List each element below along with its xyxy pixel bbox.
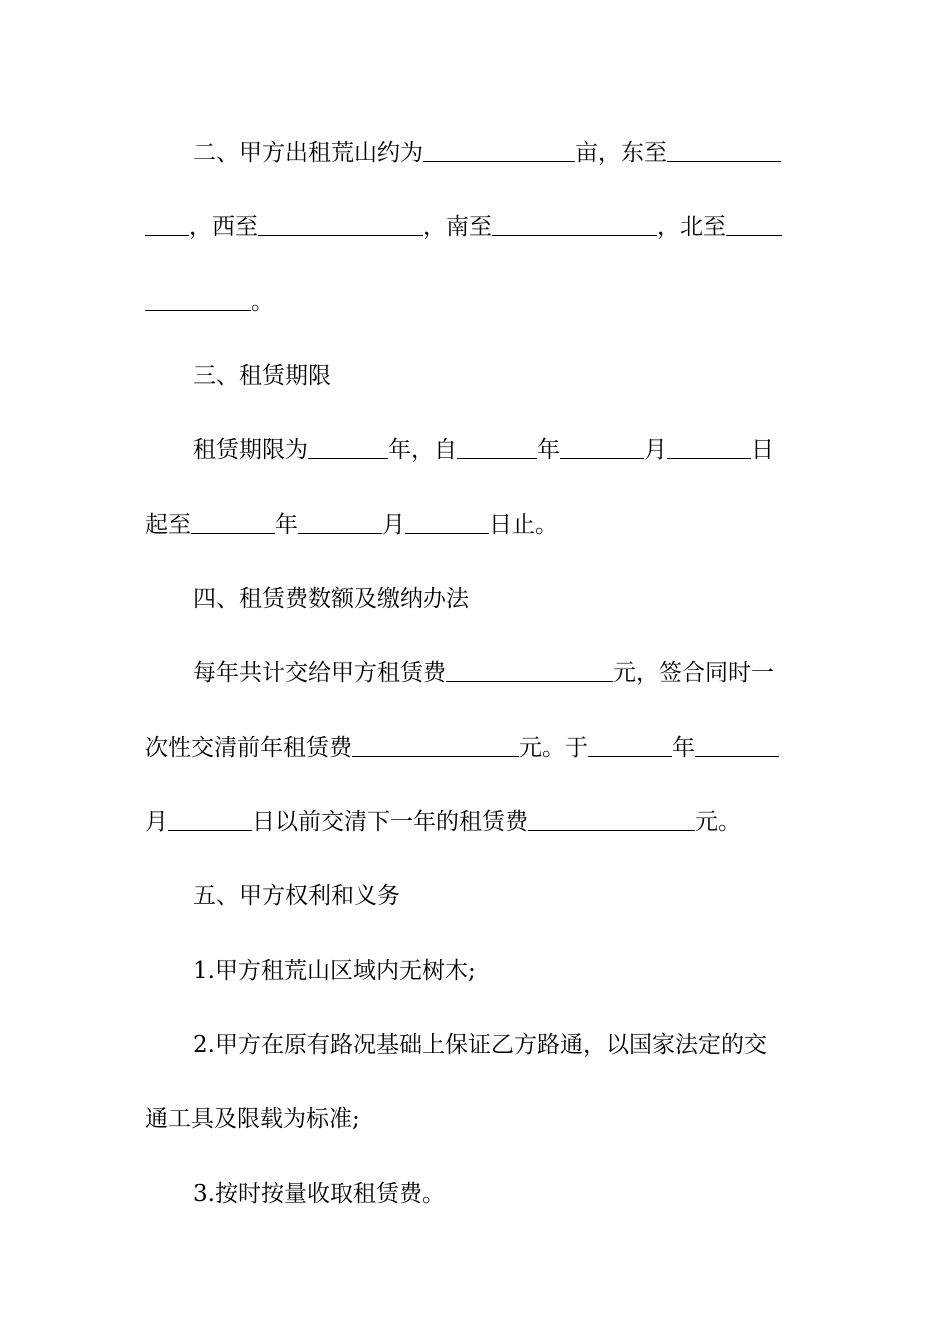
section-3-title: 三、租赁期限 xyxy=(193,363,331,389)
clause-2-text: 二、甲方出租荒山约为 xyxy=(193,140,423,166)
end-month-blank[interactable] xyxy=(298,511,382,534)
until-text: 起至 xyxy=(145,512,191,538)
annual-fee-text: 每年共计交给甲方租赁费 xyxy=(193,660,446,686)
north-boundary-blank[interactable] xyxy=(726,213,782,236)
month-text: 月 xyxy=(644,437,667,463)
due-year-blank[interactable] xyxy=(588,734,672,757)
fee-line-1 xyxy=(145,658,853,688)
item-3-text: 3.按时按量收取租赁费。 xyxy=(193,1181,445,1207)
fee-sign-text: 元，签合同时一 xyxy=(613,660,774,686)
item-1 xyxy=(145,956,853,986)
clause-2-line-2 xyxy=(145,212,805,242)
fee-line-3 xyxy=(145,807,805,837)
mu-unit-text: 亩，东至 xyxy=(575,140,667,166)
due-day-blank[interactable] xyxy=(168,808,252,831)
lease-term-line-2 xyxy=(145,510,805,540)
end-year-text: 年 xyxy=(275,512,298,538)
section-4-heading xyxy=(145,584,853,614)
item-2-line-2 xyxy=(145,1104,805,1134)
item-1-text: 1.甲方租荒山区域内无树木; xyxy=(193,958,476,984)
south-boundary-blank[interactable] xyxy=(492,213,657,236)
end-month-text: 月 xyxy=(382,512,405,538)
north-boundary-blank-cont[interactable] xyxy=(145,288,251,311)
end-day-blank[interactable] xyxy=(405,511,489,534)
item-2-text: 2.甲方在原有路况基础上保证乙方路通，以国家法定的交 xyxy=(193,1032,767,1058)
due-month-blank[interactable] xyxy=(695,734,779,757)
start-year-blank[interactable] xyxy=(457,436,537,459)
start-month-blank[interactable] xyxy=(560,436,644,459)
area-blank[interactable] xyxy=(423,139,575,162)
due-month-text: 月 xyxy=(145,809,168,835)
prepay-amount-blank[interactable] xyxy=(352,734,519,757)
item-2-text-cont: 通工具及限载为标准; xyxy=(145,1106,360,1132)
annual-fee-blank[interactable] xyxy=(446,659,613,682)
day-text: 日 xyxy=(751,437,774,463)
yuan-end-text: 元。 xyxy=(695,809,741,835)
year-text: 年 xyxy=(537,437,560,463)
lease-term-line-1 xyxy=(145,435,853,465)
yuan-yu-text: 元。于 xyxy=(519,735,588,761)
clause-2-line-3 xyxy=(145,287,805,317)
year-from-text: 年，自 xyxy=(388,437,457,463)
section-4-title: 四、租赁费数额及缴纳办法 xyxy=(193,586,469,612)
item-2-line-1 xyxy=(145,1030,853,1060)
prepay-text: 次性交清前年租赁费 xyxy=(145,735,352,761)
period-mark: 。 xyxy=(251,289,274,315)
lease-term-text: 租赁期限为 xyxy=(193,437,308,463)
lease-years-blank[interactable] xyxy=(308,436,388,459)
east-boundary-blank[interactable] xyxy=(667,139,781,162)
item-3 xyxy=(145,1179,853,1209)
end-year-blank[interactable] xyxy=(191,511,275,534)
fee-line-2 xyxy=(145,733,805,763)
next-year-fee-blank[interactable] xyxy=(528,808,695,831)
north-label: ，北至 xyxy=(657,214,726,240)
due-year-text: 年 xyxy=(672,735,695,761)
east-boundary-blank-cont[interactable] xyxy=(145,213,189,236)
clause-2-line-1 xyxy=(145,138,853,168)
west-boundary-blank[interactable] xyxy=(258,213,423,236)
section-5-heading xyxy=(145,881,853,911)
end-day-text: 日止。 xyxy=(489,512,558,538)
south-label: ，南至 xyxy=(423,214,492,240)
start-day-blank[interactable] xyxy=(667,436,751,459)
west-label: ，西至 xyxy=(189,214,258,240)
section-5-title: 五、甲方权利和义务 xyxy=(193,883,400,909)
next-year-fee-text: 日以前交清下一年的租赁费 xyxy=(252,809,528,835)
section-3-heading xyxy=(145,361,853,391)
